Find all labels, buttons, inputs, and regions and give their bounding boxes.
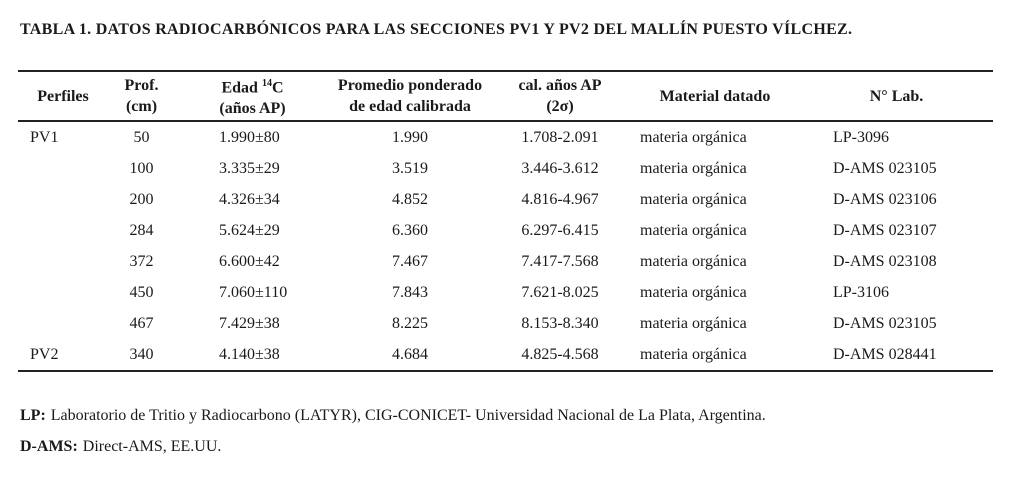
cell-lab: D-AMS 023107: [833, 221, 937, 239]
cell-promedio: 7.467: [392, 252, 428, 270]
cell-perfil: [18, 184, 108, 215]
footnote-lp: [20, 400, 766, 431]
table-row: [18, 184, 993, 215]
cell-edad: 3.335±29: [219, 159, 280, 177]
header-line: Prof.: [124, 77, 159, 94]
header-line: N° Lab.: [869, 87, 924, 105]
header-line: de edad calibrada: [349, 98, 471, 115]
radiocarbon-data-table: [18, 70, 993, 372]
footnote-prefix: D-AMS:: [20, 438, 78, 455]
cell-promedio: 8.225: [392, 314, 428, 332]
footnote-text: Laboratorio de Tritio y Radiocarbono (LATYR), CIG-CONICET- Universidad Nacional de La Plata, Argentina.: [50, 407, 766, 424]
table-row: [18, 339, 993, 371]
cell-cal: 7.621-8.025: [521, 283, 599, 301]
cell-perfil: [18, 277, 108, 308]
column-header-cal-anos-ap: [490, 71, 630, 121]
cell-prof: 372: [129, 252, 154, 270]
header-line: Perfiles: [37, 87, 89, 105]
cell-material: materia orgánica: [640, 345, 747, 363]
cell-prof: 467: [129, 314, 154, 332]
cell-material: materia orgánica: [640, 128, 747, 146]
header-line: cal. años AP: [518, 77, 602, 94]
cell-edad: 7.429±38: [219, 314, 280, 332]
cell-prof: 450: [129, 283, 154, 301]
header-line: Edad: [221, 79, 258, 97]
cell-material: materia orgánica: [640, 283, 747, 301]
table-row: [18, 308, 993, 339]
cell-edad: 1.990±80: [219, 128, 280, 146]
cell-perfil: [18, 215, 108, 246]
cell-lab: LP-3106: [833, 283, 889, 301]
cell-prof: 50: [133, 128, 150, 146]
cell-lab: D-AMS 023105: [833, 159, 937, 177]
cell-promedio: 4.852: [392, 190, 428, 208]
header-line: (2σ): [546, 98, 574, 115]
cell-prof: 284: [129, 221, 154, 239]
table-row: [18, 277, 993, 308]
table-row: [18, 246, 993, 277]
cell-edad: 7.060±110: [219, 283, 288, 301]
cell-perfil: [18, 153, 108, 184]
header-line: C: [271, 79, 284, 97]
cell-edad: 4.140±38: [219, 345, 280, 363]
table-row: [18, 215, 993, 246]
column-header-promedio: [330, 71, 490, 121]
footnote-text: Direct-AMS, EE.UU.: [82, 438, 222, 455]
cell-promedio: 1.990: [392, 128, 428, 146]
header-line: (años AP): [219, 100, 286, 118]
table-row: [18, 153, 993, 184]
cell-perfil: PV2: [30, 345, 59, 363]
cell-promedio: 4.684: [392, 345, 428, 363]
cell-prof: 200: [129, 190, 154, 208]
cell-perfil: [18, 246, 108, 277]
footnote-d-ams: [20, 431, 766, 462]
cell-cal: 3.446-3.612: [521, 159, 599, 177]
cell-lab: D-AMS 023105: [833, 314, 937, 332]
cell-perfil: [18, 308, 108, 339]
footnote-prefix: LP:: [20, 407, 46, 424]
cell-promedio: 7.843: [392, 283, 428, 301]
header-line: Promedio ponderado: [337, 77, 483, 94]
cell-cal: 1.708-2.091: [521, 128, 599, 146]
cell-cal: 7.417-7.568: [521, 252, 599, 270]
header-line: (cm): [125, 98, 158, 115]
column-header-edad-14c: [175, 71, 330, 121]
cell-perfil: PV1: [30, 128, 59, 146]
cell-lab: D-AMS 028441: [833, 345, 937, 363]
cell-material: materia orgánica: [640, 314, 747, 332]
cell-prof: 340: [129, 345, 154, 363]
header-line: Material datado: [659, 87, 771, 105]
table-header-row: [18, 71, 993, 121]
cell-edad: 5.624±29: [219, 221, 280, 239]
cell-prof: 100: [129, 159, 154, 177]
table-footnotes: [20, 400, 766, 462]
cell-lab: LP-3096: [833, 128, 889, 146]
column-header-prof: [108, 71, 175, 121]
table-row: [18, 121, 993, 153]
cell-material: materia orgánica: [640, 159, 747, 177]
cell-edad: 6.600±42: [219, 252, 280, 270]
cell-edad: 4.326±34: [219, 190, 280, 208]
cell-lab: D-AMS 023106: [833, 190, 937, 208]
cell-promedio: 6.360: [392, 221, 428, 239]
cell-lab: D-AMS 023108: [833, 252, 937, 270]
cell-cal: 8.153-8.340: [521, 314, 599, 332]
superscript-14: 14: [261, 77, 272, 89]
cell-cal: 4.816-4.967: [521, 190, 599, 208]
cell-promedio: 3.519: [392, 159, 428, 177]
column-header-perfiles: [18, 71, 108, 121]
column-header-material: [630, 71, 800, 121]
cell-material: materia orgánica: [640, 221, 747, 239]
cell-material: materia orgánica: [640, 190, 747, 208]
cell-material: materia orgánica: [640, 252, 747, 270]
table-title: TABLA 1. DATOS RADIOCARBÓNICOS PARA LAS SECCIONES PV1 Y PV2 DEL MALLÍN PUESTO VÍLCHEZ.: [20, 21, 853, 38]
cell-cal: 4.825-4.568: [521, 345, 599, 363]
cell-cal: 6.297-6.415: [521, 221, 599, 239]
column-header-lab: [800, 71, 993, 121]
